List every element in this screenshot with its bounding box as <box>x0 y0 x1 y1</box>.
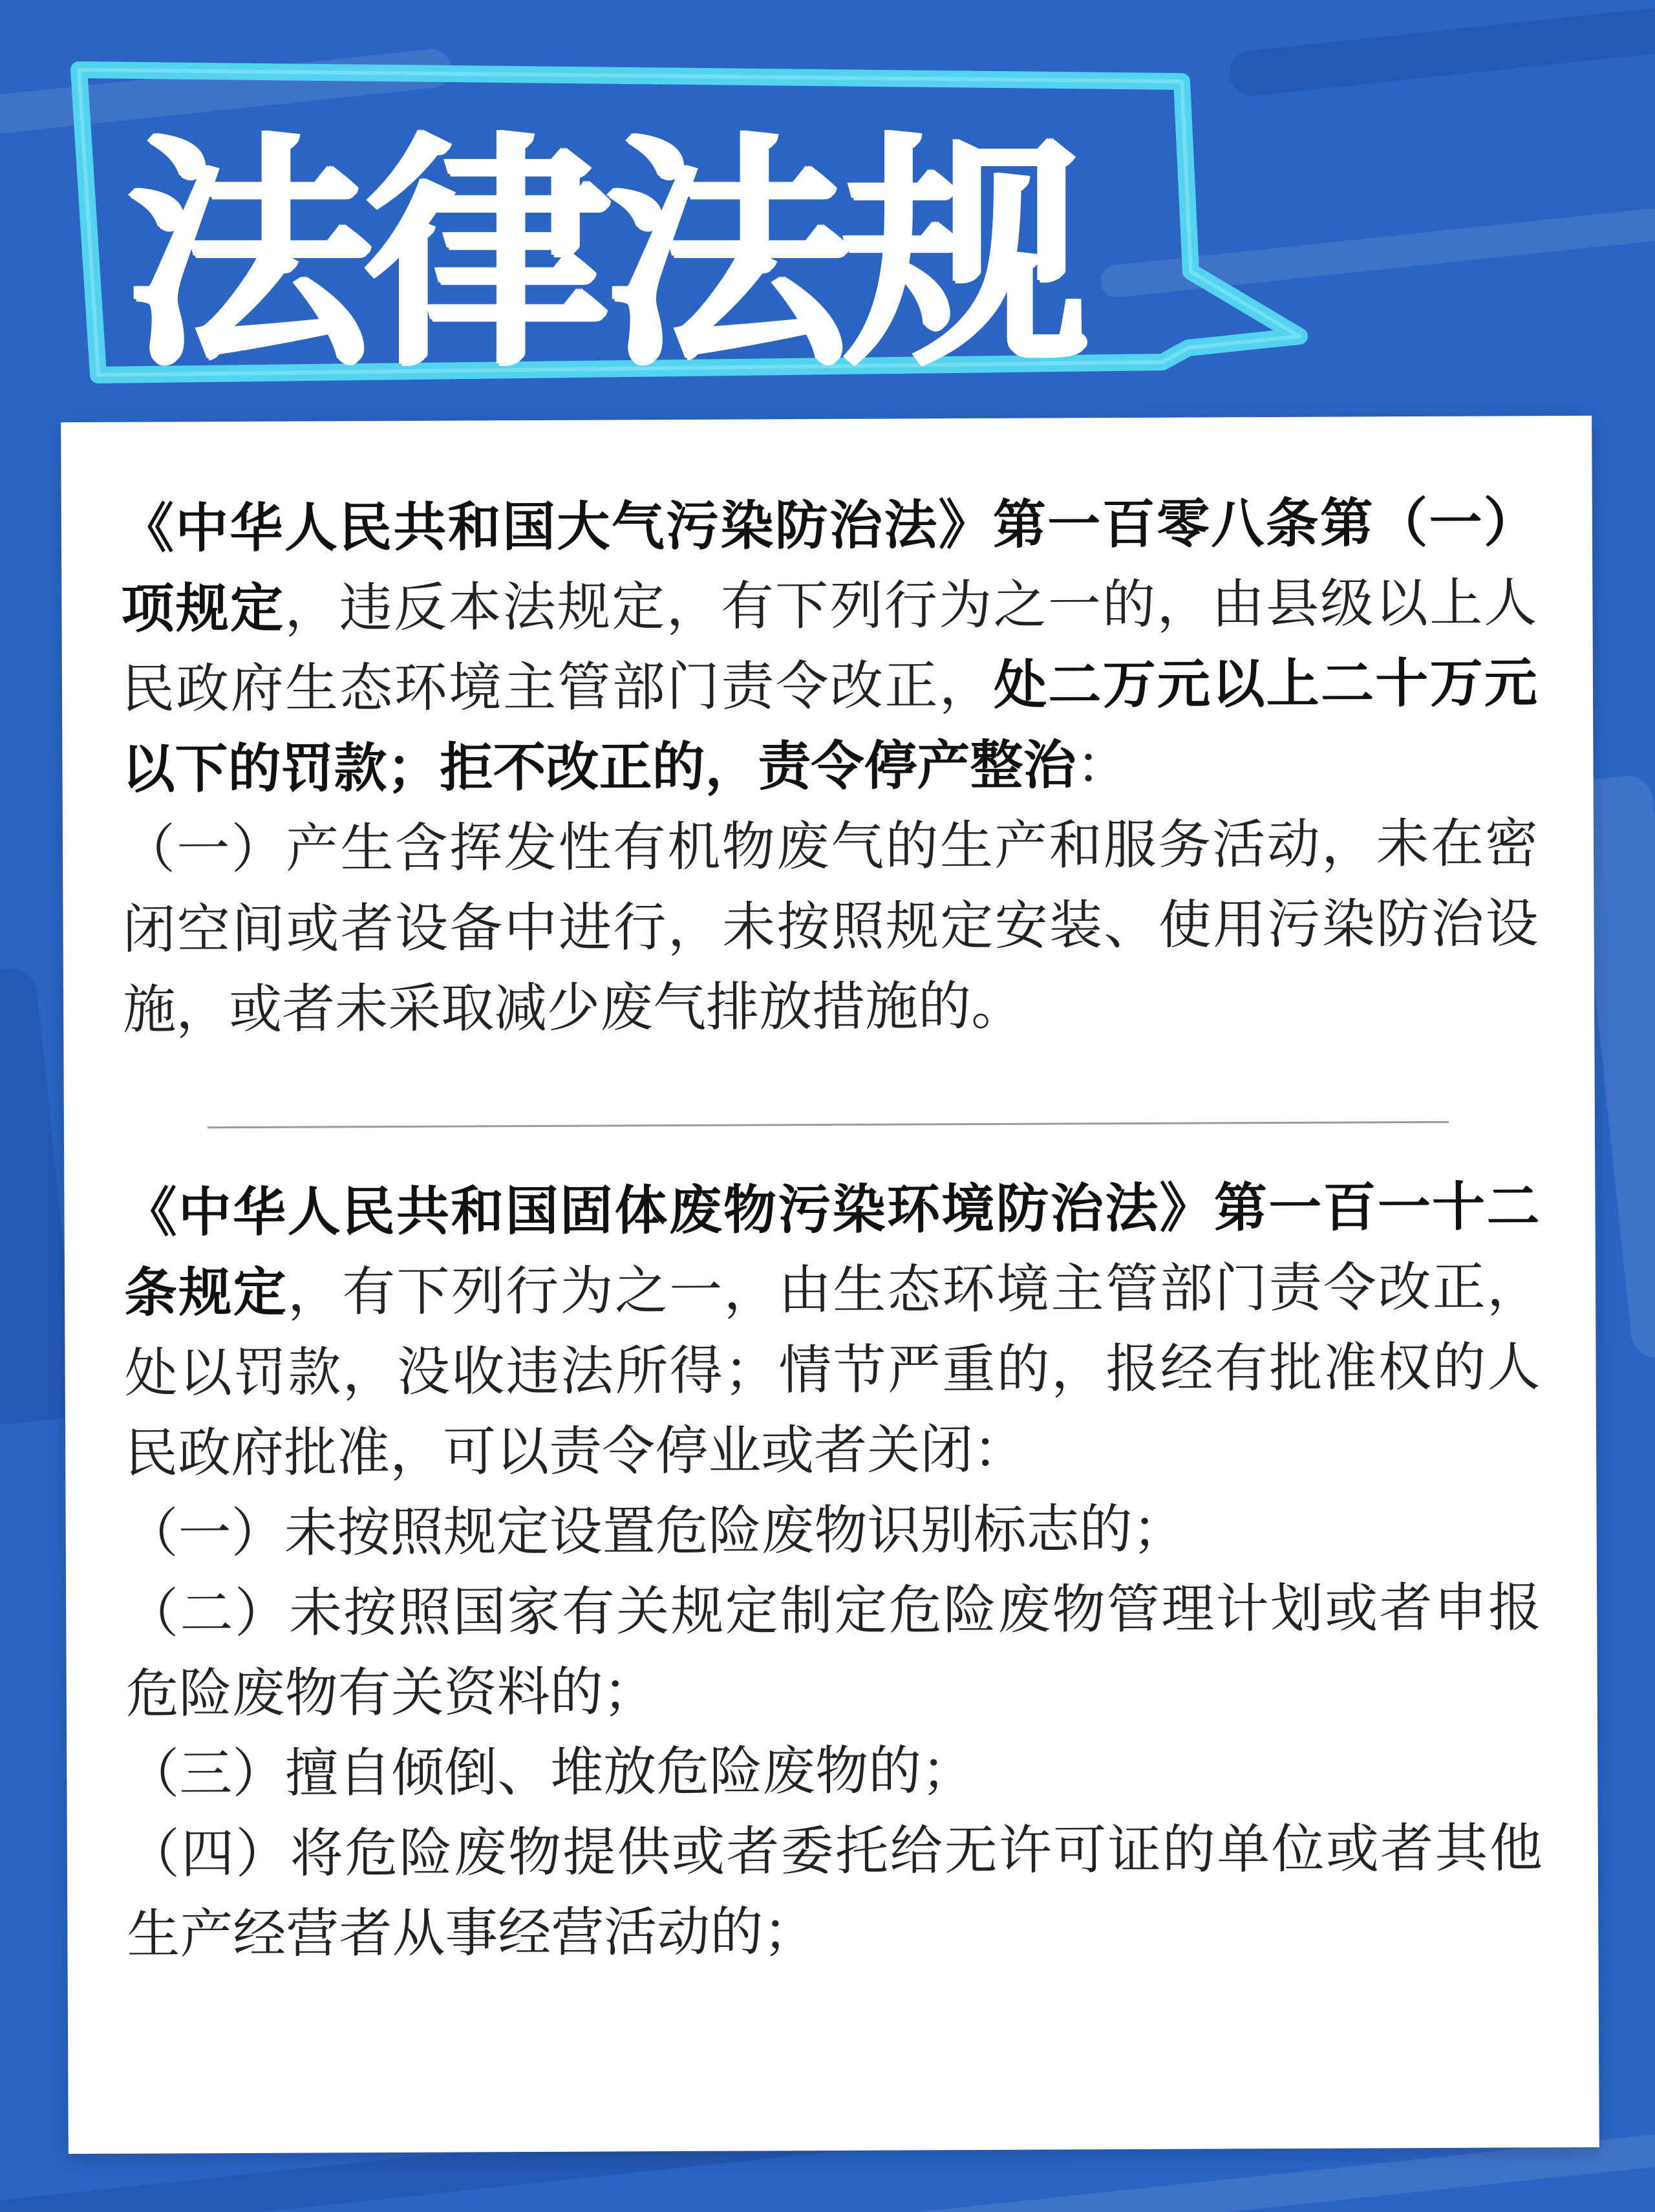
law-citation: 《中华人民共和国大气污染防治法》第一百零八条第（一）项规定 <box>120 492 1537 640</box>
section-divider <box>208 1121 1449 1128</box>
list-item: （三）擅自倾倒、堆放危险废物的； <box>126 1740 975 1805</box>
law-section-air-pollution <box>121 483 1539 1051</box>
page-title: 法律法规 <box>126 112 1083 398</box>
title-banner <box>0 0 1655 440</box>
list-item: （四）将危险废物提供或者委托给无许可证的单位或者其他生产经营者从事经营活动的； <box>126 1818 1543 1966</box>
colon-text: ： <box>1076 734 1129 797</box>
section-paragraph <box>121 483 1538 810</box>
section-paragraph <box>123 1167 1541 1494</box>
list-item: （一）产生含挥发性有机物废气的生产和服务活动，未在密闭空间或者设备中进行，未按照规定安装、使用污染防治设施，或者未采取减少废气排放措施的。 <box>122 813 1539 1041</box>
law-section-solid-waste <box>123 1167 1543 1975</box>
penalty-text: 处二万元以上二十万元以下的罚款；拒不改正的，责令停产整治 <box>122 652 1538 800</box>
list-item: （二）未按照国家有关规定制定危险废物管理计划或者申报危险废物有关资料的； <box>125 1577 1542 1725</box>
list-item: （一）未按照规定设置危险废物识别标志的； <box>125 1498 1186 1565</box>
section-body-text: ，有下列行为之一，由生态环境主管部门责令改正，处以罚款，没收违法所得；情节严重的，报经有批准权的人民政府批准，可以责令停业或者关闭： <box>124 1256 1541 1485</box>
section-body-text: ，违反本法规定，有下列行为之一的，由县级以上人民政府生态环境主管部门责令改正， <box>121 572 1537 720</box>
law-citation: 《中华人民共和国固体废物污染环境防治法》第一百一十二条规定 <box>123 1176 1540 1324</box>
content-card <box>61 416 1599 2154</box>
